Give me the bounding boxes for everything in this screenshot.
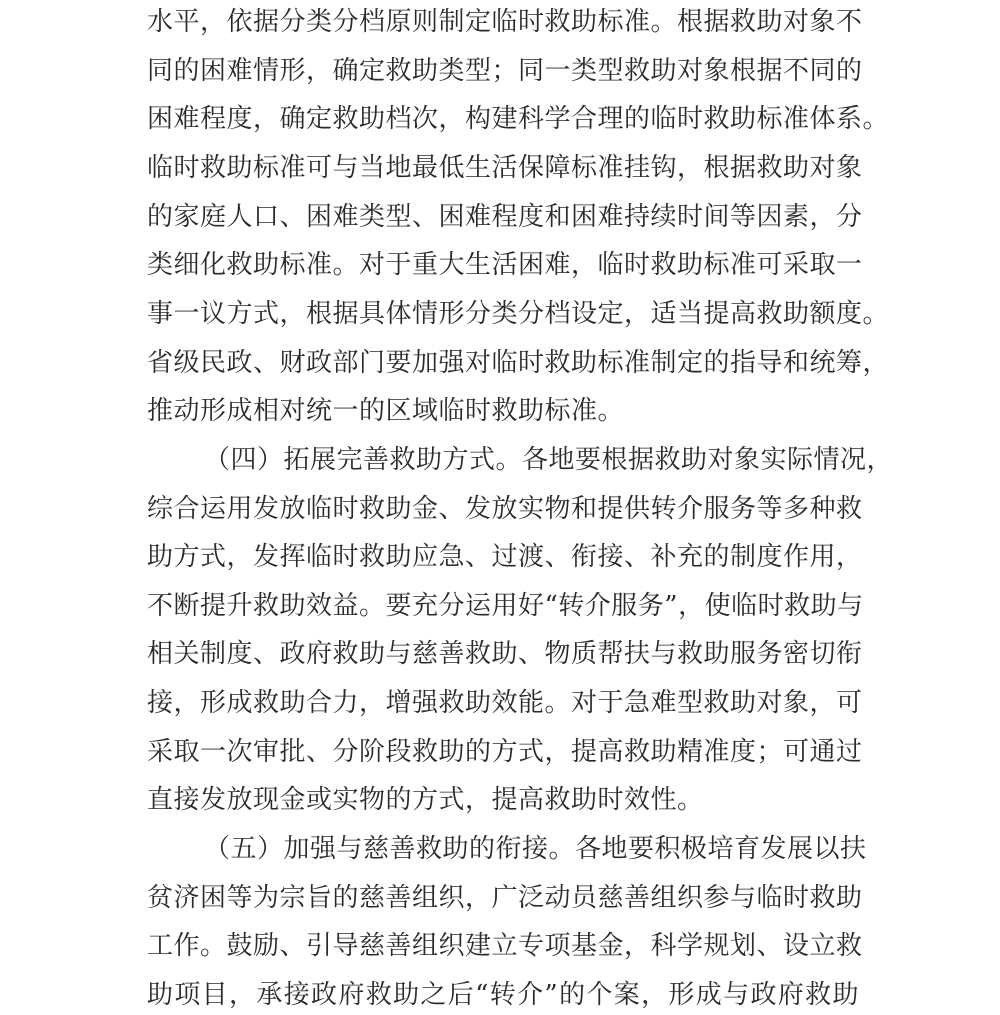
section-heading-line: （四）拓展完善救助方式。各地要根据救助对象实际情况， (204, 445, 894, 475)
text-line: 推动形成相对统一的区域临时救助标准。 (147, 396, 625, 426)
text-line: 综合运用发放临时救助金、发放实物和提供转介服务等多种救 (147, 494, 863, 524)
text-line: 事一议方式，根据具体情形分类分档设定，适当提高救助额度。 (147, 299, 890, 329)
text-line: 的家庭人口、困难类型、困难程度和困难持续时间等因素，分 (147, 202, 863, 232)
text-line: 临时救助标准可与当地最低生活保障标准挂钩，根据救助对象 (147, 153, 863, 183)
text-line: 相关制度、政府救助与慈善救助、物质帮扶与救助服务密切衔 (147, 639, 863, 669)
text-line: 接，形成救助合力，增强救助效能。对于急难型救助对象，可 (147, 688, 863, 718)
section-heading-line: （五）加强与慈善救助的衔接。各地要积极培育发展以扶 (204, 834, 867, 864)
text-line: 类细化救助标准。对于重大生活困难，临时救助标准可采取一 (147, 250, 863, 280)
text-line: 直接发放现金或实物的方式，提高救助时效性。 (147, 785, 704, 815)
text-line: 工作。鼓励、引导慈善组织建立专项基金，科学规划、设立救 (147, 931, 863, 961)
text-line: 水平，依据分类分档原则制定临时救助标准。根据救助对象不 (147, 7, 863, 37)
text-line: 不断提升救助效益。要充分运用好“转介服务”，使临时救助与 (147, 591, 864, 621)
text-line: 困难程度，确定救助档次，构建科学合理的临时救助标准体系。 (147, 104, 890, 134)
text-line: 同的困难情形，确定救助类型；同一类型救助对象根据不同的 (147, 56, 863, 86)
text-line: 采取一次审批、分阶段救助的方式，提高救助精准度；可通过 (147, 737, 863, 767)
text-line: 助项目，承接政府救助之后“转介”的个案，形成与政府救助 (147, 980, 859, 1010)
text-line: 助方式，发挥临时救助应急、过渡、衔接、补充的制度作用， (147, 542, 863, 572)
text-line: 省级民政、财政部门要加强对临时救助标准制定的指导和统筹， (147, 348, 890, 378)
text-line: 贫济困等为宗旨的慈善组织，广泛动员慈善组织参与临时救助 (147, 883, 863, 913)
